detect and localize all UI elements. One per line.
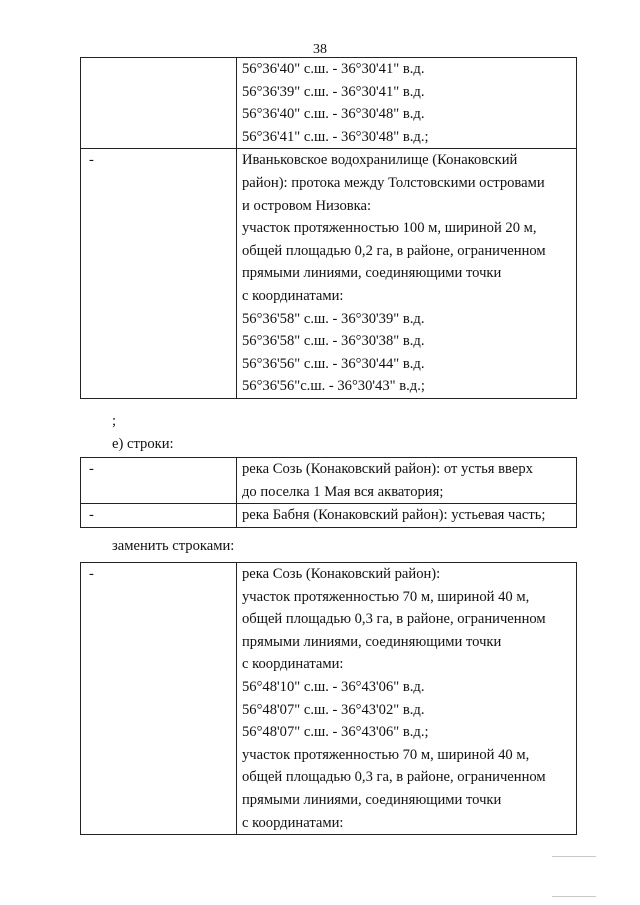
table-row (81, 149, 577, 399)
table-row (81, 504, 577, 528)
table-cell-text (237, 504, 577, 528)
text-line: река Бабня (Конаковский район): устьевая часть; (242, 507, 546, 524)
table-row (81, 58, 577, 149)
table-cell-text (237, 458, 577, 504)
table-cell-marker (81, 149, 237, 399)
text-line: участок протяженностью 100 м, шириной 20 м, (242, 220, 537, 237)
text-line: прямыми линиями, соединяющими точки (242, 633, 502, 650)
text-line: Иваньковское водохранилище (Конаковский (242, 152, 518, 169)
table-row (81, 458, 577, 504)
table-cell-text (237, 58, 577, 149)
text-line: река Созь (Конаковский район): от устья вверх (242, 461, 533, 477)
page-number: 38 (313, 42, 327, 57)
text-line: до поселка 1 Мая вся акватория; (242, 483, 444, 500)
coordinate-line: 56°36'58" с.ш. - 36°30'39" в.д. (242, 310, 425, 327)
semicolon-text: ; (112, 413, 117, 429)
text-line: общей площадью 0,3 га, в районе, ограниченном (242, 611, 546, 628)
coordinate-line: 56°36'40" с.ш. - 36°30'41" в.д. (242, 61, 425, 77)
table-cell-marker (81, 563, 237, 835)
table-cell-text (237, 563, 577, 835)
text-line: с координатами: (242, 287, 344, 304)
coordinate-line: 56°36'56"с.ш. - 36°30'43" в.д.; (242, 378, 425, 395)
text-line: с координатами: (242, 814, 344, 831)
coordinate-line: 56°36'39" с.ш. - 36°30'41" в.д. (242, 83, 425, 100)
scan-artifact-line (552, 856, 596, 857)
row-marker: - (89, 566, 94, 582)
coordinate-line: 56°36'41" с.ш. - 36°30'48" в.д.; (242, 128, 429, 145)
coordinate-line: 56°36'40" с.ш. - 36°30'48" в.д. (242, 106, 425, 123)
text-line: и островом Низовка: (242, 197, 372, 214)
coordinates-table-1 (80, 57, 577, 399)
text-line: река Созь (Конаковский район): (242, 566, 441, 582)
coordinate-line: 56°48'10" с.ш. - 36°43'06" в.д. (242, 678, 425, 695)
row-marker: - (89, 152, 94, 169)
text-line: прямыми линиями, соединяющими точки (242, 791, 502, 808)
table-cell-text (237, 149, 577, 399)
coordinate-line: 56°48'07" с.ш. - 36°43'06" в.д.; (242, 724, 429, 741)
coordinate-line: 56°36'58" с.ш. - 36°30'38" в.д. (242, 333, 425, 350)
table-cell-marker (81, 58, 237, 149)
replacement-rows-table (80, 562, 577, 835)
section-heading-e: е) строки: (112, 436, 174, 452)
row-marker: - (89, 507, 94, 524)
text-line: участок протяженностью 70 м, шириной 40 м, (242, 746, 530, 763)
text-line: участок протяженностью 70 м, шириной 40 м, (242, 588, 530, 605)
text-line: район): протока между Толстовскими островами (242, 174, 545, 191)
text-line: общей площадью 0,2 га, в районе, ограниченном (242, 242, 546, 259)
replace-with-text: заменить строками: (112, 538, 235, 554)
text-line: общей площадью 0,3 га, в районе, ограниченном (242, 769, 546, 786)
coordinate-line: 56°48'07" с.ш. - 36°43'02" в.д. (242, 701, 425, 718)
row-marker: - (89, 461, 94, 477)
text-line: прямыми линиями, соединяющими точки (242, 265, 502, 282)
scan-artifact-line (552, 896, 596, 897)
table-cell-marker (81, 504, 237, 528)
text-line: с координатами: (242, 656, 344, 673)
table-row (81, 563, 577, 835)
coordinate-line: 56°36'56" с.ш. - 36°30'44" в.д. (242, 355, 425, 372)
table-cell-marker (81, 458, 237, 504)
original-rows-table (80, 457, 577, 528)
